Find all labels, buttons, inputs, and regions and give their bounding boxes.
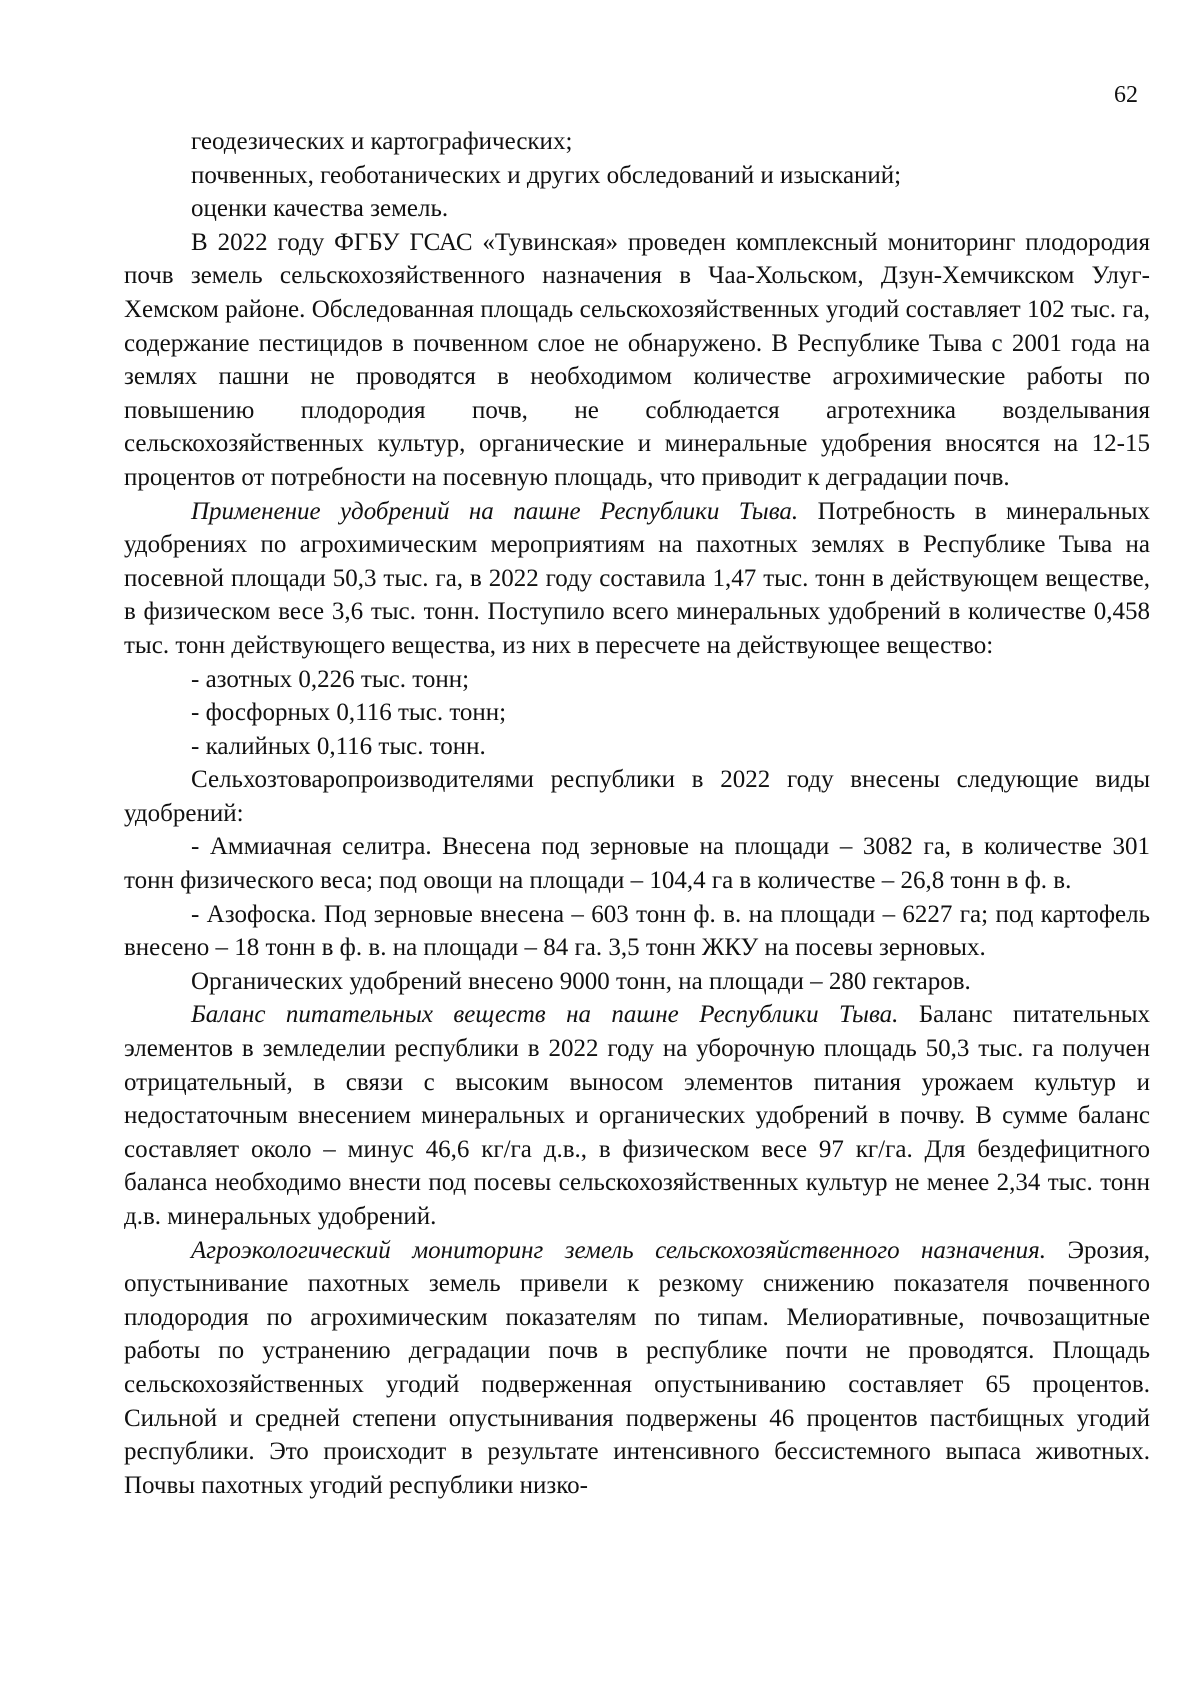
- paragraph-fertilizer-use: [124, 495, 1150, 663]
- paragraph-text: Эрозия, опустынивание пахотных земель привели к резкому снижению показателя почвенного плодородия по агрохимическим показателям по типам. Мелиоративные, почвозащитные работы по устранению деградации почв в республике почти не проводятся. Площадь сельскохозяйственных угодий подверженная опустыниванию составляет 65 процентов. Сильной и средней степени опустынивания подвержены 46 процентов пастбищных угодий республики. Это происходит в результате интенсивного бессистемного выпаса животных. Почвы пахотных угодий республики низко-: [124, 1236, 1151, 1499]
- paragraph-organic: Органических удобрений внесено 9000 тонн, на площади – 280 гектаров.: [191, 967, 971, 995]
- section-heading-agro-monitoring: Агроэкологический мониторинг земель сельскохозяйственного назначения.: [191, 1236, 1047, 1264]
- paragraph-producers: Сельхозтоваропроизводителями республики в 2022 году внесены следующие виды удобрений:: [124, 766, 1150, 827]
- paragraph-nutrient-balance: [124, 998, 1150, 1233]
- list-item: оценки качества земель.: [191, 195, 449, 223]
- list-item: - калийных 0,116 тыс. тонн.: [191, 732, 486, 760]
- paragraph-agro-monitoring: [124, 1234, 1150, 1503]
- list-item: - фосфорных 0,116 тыс. тонн;: [191, 699, 507, 727]
- paragraph-monitoring: В 2022 году ФГБУ ГСАС «Тувинская» проведен комплексный мониторинг плодородия почв земель сельскохозяйственного назначения в Чаа-Хольском, Дзун-Хемчикском Улуг-Хемском районе. Обследованная площадь сельскохозяйственных угодий составляет 102 тыс. га, содержание пестицидов в почвенном слое не обнаружено. В Республике Тыва с 2001 года на землях пашни не проводятся в необходимом количестве агрохимические работы по повышению плодородия почв, не соблюдается агротехника возделывания сельскохозяйственных культур, органические и минеральные удобрения вносятся на 12-15 процентов от потребности на посевную площадь, что приводит к деградации почв.: [124, 228, 1150, 491]
- paragraph-ammonium-nitrate: - Аммиачная селитра. Внесена под зерновые на площади – 3082 га, в количестве 301 тонн физического веса; под овощи на площади – 104,4 га в количестве – 26,8 тонн в ф. в.: [124, 833, 1150, 895]
- section-heading-fertilizer-use: Применение удобрений на пашне Республики Тыва.: [191, 497, 799, 525]
- page-number: 62: [1114, 82, 1138, 108]
- section-heading-nutrient-balance: Баланс питательных веществ на пашне Республики Тыва.: [191, 1001, 899, 1029]
- paragraph-text: Потребность в минеральных удобрениях по агрохимическим мероприятиям на пахотных землях в Республике Тыва на посевной площади 50,3 тыс. га, в 2022 году составила 1,47 тыс. тонн в действующем веществе, в физическом весе 3,6 тыс. тонн. Поступило всего минеральных удобрений в количестве 0,458 тыс. тонн действующего вещества, из них в пересчете на действующее вещество:: [124, 497, 1151, 659]
- list-item: почвенных, геоботанических и других обследований и изысканий;: [191, 161, 902, 189]
- list-item: - азотных 0,226 тыс. тонн;: [191, 665, 470, 693]
- list-item: геодезических и картографических;: [191, 128, 573, 155]
- paragraph-text: Баланс питательных элементов в земледелии республики в 2022 году на уборочную площадь 50,3 тыс. га получен отрицательный, в связи с высоким выносом элементов питания урожаем культур и недостаточным внесением минеральных и органических удобрений в почву. В сумме баланс составляет около – минус 46,6 кг/га д.в., в физическом весе 97 кг/га. Для бездефицитного баланса необходимо внести под посевы сельскохозяйственных культур не менее 2,34 тыс. тонн д.в. минеральных удобрений.: [124, 1001, 1150, 1230]
- paragraph-azofoska: - Азофоска. Под зерновые внесена – 603 тонн ф. в. на площади – 6227 га; под картофель внесено – 18 тонн в ф. в. на площади – 84 га. 3,5 тонн ЖКУ на посевы зерновых.: [124, 900, 1150, 962]
- document-body: [124, 125, 1150, 1502]
